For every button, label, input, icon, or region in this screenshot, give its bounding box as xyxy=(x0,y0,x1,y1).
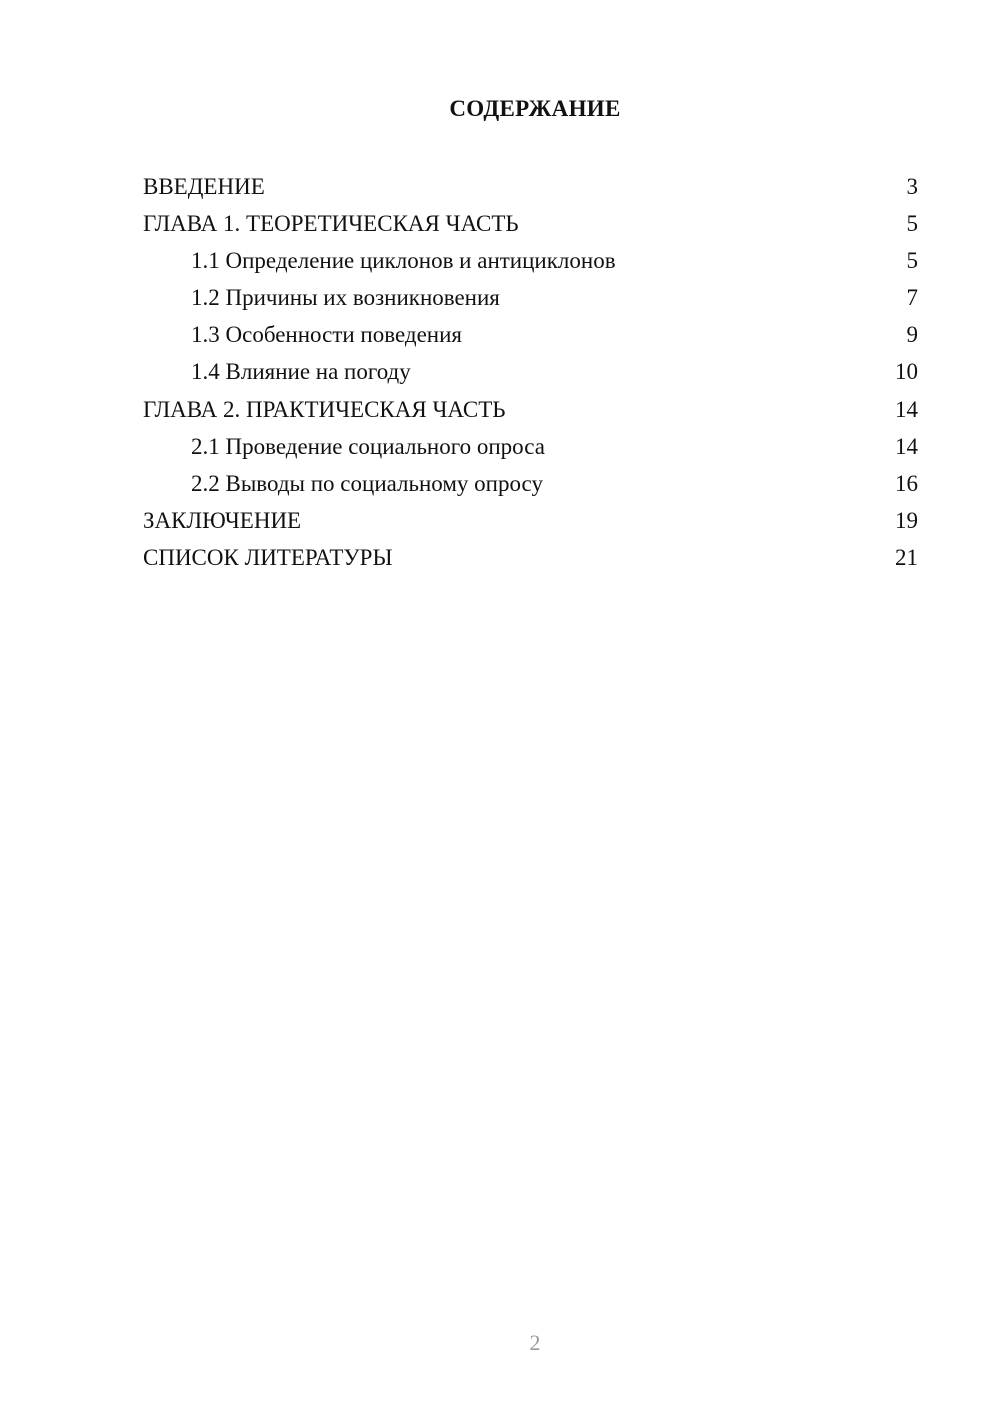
toc-entry-label: 1.2 Причины их возникновения xyxy=(191,285,500,311)
toc-entry-page: 14 xyxy=(895,396,918,422)
page-number: 2 xyxy=(529,1330,541,1355)
page-title: СОДЕРЖАНИЕ xyxy=(449,96,621,121)
toc-entry-chapter-2[interactable] xyxy=(143,391,918,428)
toc-entry-introduction[interactable] xyxy=(143,168,918,205)
toc-entry-section-2-2[interactable] xyxy=(143,465,918,502)
toc-entry-label: ЗАКЛЮЧЕНИЕ xyxy=(143,507,302,533)
table-of-contents xyxy=(143,168,918,576)
toc-entry-section-1-4[interactable] xyxy=(143,353,918,390)
toc-entry-page: 10 xyxy=(895,359,918,385)
toc-entry-page: 3 xyxy=(906,174,918,199)
toc-entry-section-1-2[interactable] xyxy=(143,279,918,316)
toc-entry-label: 1.4 Влияние на погоду xyxy=(191,359,411,385)
toc-entry-label: ВВЕДЕНИЕ xyxy=(143,174,265,199)
toc-entry-label: ГЛАВА 1. ТЕОРЕТИЧЕСКАЯ ЧАСТЬ xyxy=(143,211,519,237)
toc-entry-label: СПИСОК ЛИТЕРАТУРЫ xyxy=(143,544,393,570)
toc-entry-label: 2.1 Проведение социального опроса xyxy=(191,433,545,459)
toc-entry-page: 7 xyxy=(906,285,918,311)
toc-entry-page: 9 xyxy=(906,322,918,348)
toc-entry-page: 19 xyxy=(895,507,918,533)
toc-entry-page: 5 xyxy=(906,248,918,274)
toc-entry-label: ГЛАВА 2. ПРАКТИЧЕСКАЯ ЧАСТЬ xyxy=(143,396,506,422)
toc-entry-conclusion[interactable] xyxy=(143,502,918,539)
toc-entry-chapter-1[interactable] xyxy=(143,205,918,242)
toc-entry-section-2-1[interactable] xyxy=(143,428,918,465)
toc-entry-label: 1.3 Особенности поведения xyxy=(191,322,462,348)
toc-entry-page: 5 xyxy=(906,211,918,237)
toc-entry-section-1-1[interactable] xyxy=(143,242,918,279)
toc-entry-page: 14 xyxy=(895,433,918,459)
toc-entry-section-1-3[interactable] xyxy=(143,316,918,353)
toc-entry-bibliography[interactable] xyxy=(143,539,918,576)
toc-entry-page: 16 xyxy=(895,470,918,496)
toc-entry-page: 21 xyxy=(895,544,918,570)
toc-entry-label: 1.1 Определение циклонов и антициклонов xyxy=(191,248,616,274)
toc-entry-label: 2.2 Выводы по социальному опросу xyxy=(191,470,543,496)
